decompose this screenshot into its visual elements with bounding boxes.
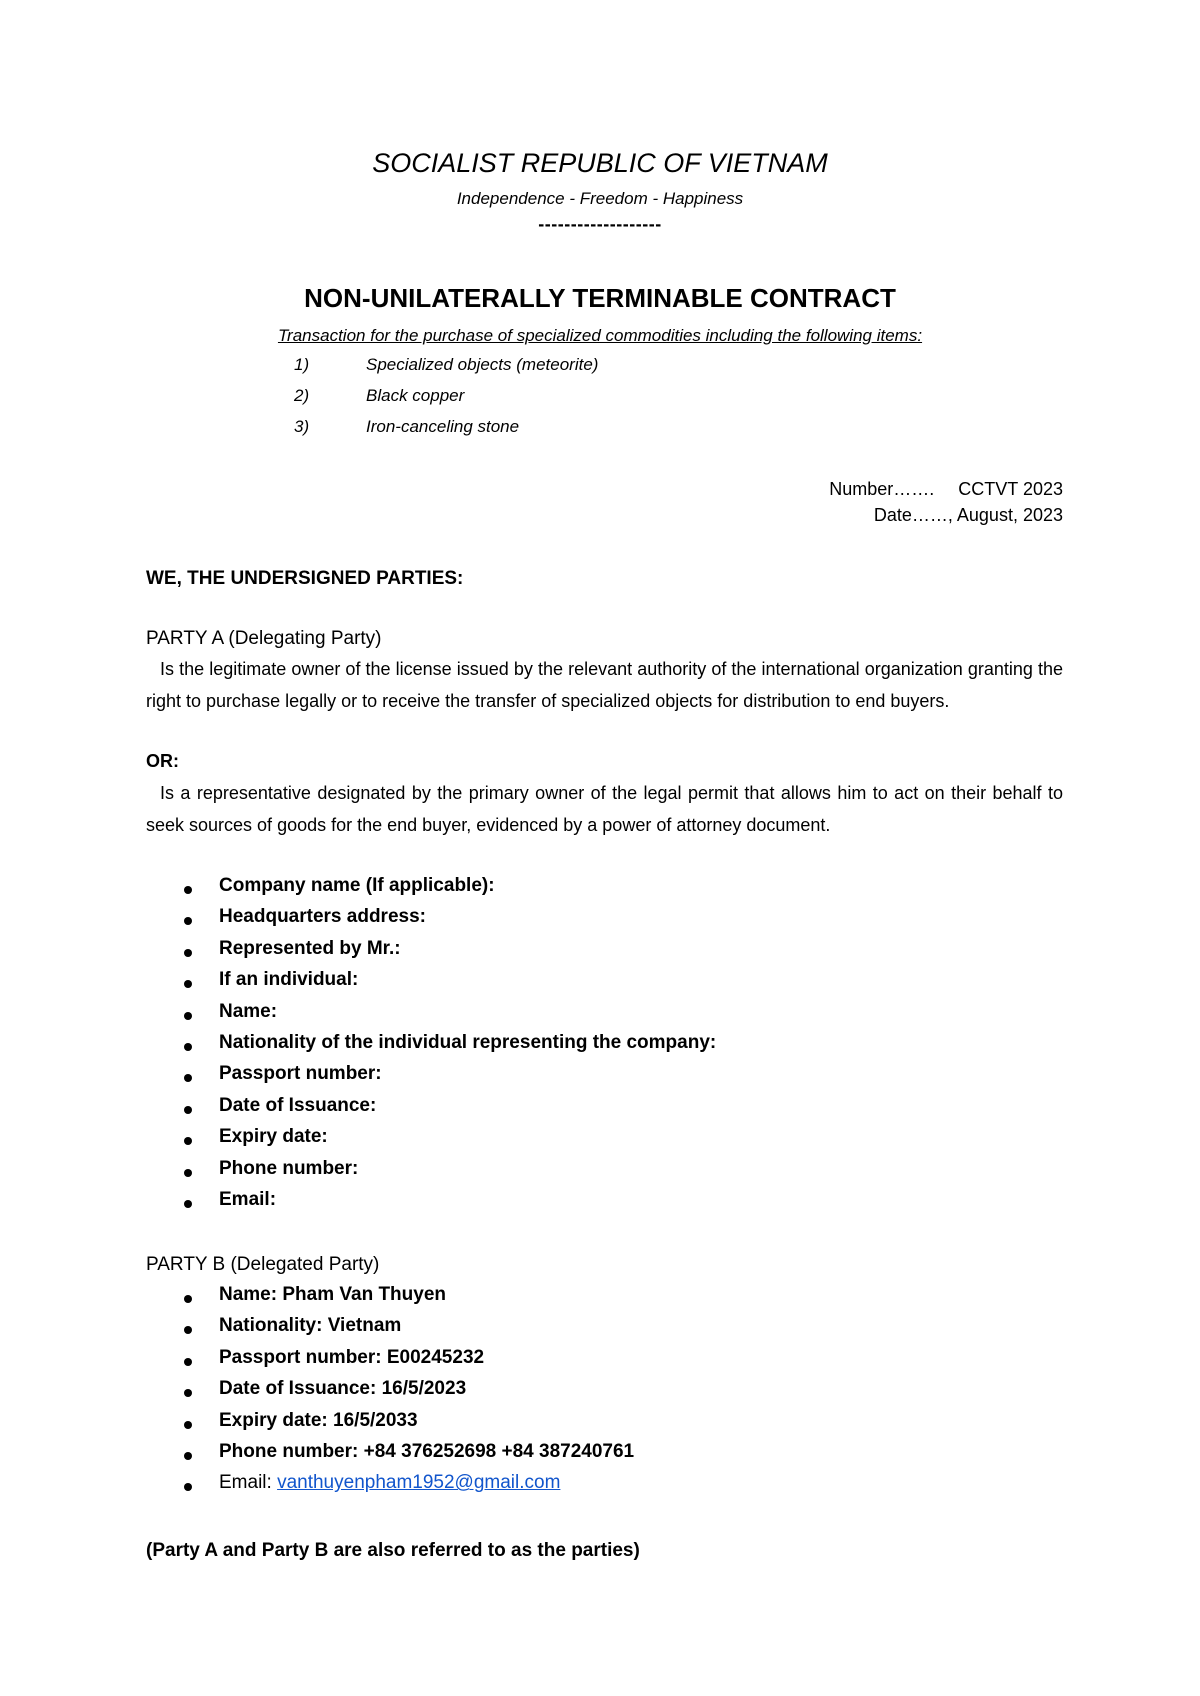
- email-link[interactable]: vanthuyenpham1952@gmail.com: [277, 1472, 561, 1494]
- bullet-icon: [184, 1326, 192, 1334]
- field-label: Expiry date: 16/5/2033: [219, 1409, 418, 1431]
- field-label: Phone number: +84 376252698 +84 387240761: [219, 1440, 635, 1462]
- field-label: Nationality: Vietnam: [219, 1315, 402, 1337]
- bullet-icon: [184, 949, 192, 957]
- bullet-icon: [184, 886, 192, 894]
- field-label: Passport number:: [219, 1063, 382, 1085]
- closing-note: (Party A and Party B are also referred to as the parties): [146, 1540, 640, 1561]
- commodity-text: Specialized objects (meteorite): [366, 355, 599, 374]
- list-item: [0, 1063, 1200, 1094]
- field-label: Name:: [219, 1000, 278, 1022]
- field-label: Company name (If applicable):: [219, 875, 495, 896]
- header-separator: -------------------: [538, 214, 662, 234]
- bullet-icon: [184, 1358, 192, 1366]
- contract-number: [600, 479, 1063, 500]
- party-b-fields: [0, 1284, 1200, 1504]
- list-item: [0, 969, 1200, 1000]
- bullet-icon: [184, 1389, 192, 1397]
- list-item: [0, 1284, 1200, 1315]
- list-item: [0, 1095, 1200, 1126]
- list-item: [0, 1441, 1200, 1472]
- contract-number-label: Number…….: [829, 479, 935, 499]
- field-label: Email:: [219, 1188, 277, 1210]
- country-motto: Independence - Freedom - Happiness: [456, 189, 744, 208]
- party-a-paragraph-2: Is a representative designated by the primary owner of the legal permit that allows him to act on their behalf to seek sources of goods for the end buyer, evidenced by a power of attorney document.: [146, 783, 1063, 835]
- field-label: If an individual:: [219, 969, 359, 991]
- field-label: Phone number:: [219, 1157, 359, 1179]
- list-item: [0, 875, 1200, 906]
- field-label: Represented by Mr.:: [219, 937, 401, 959]
- party-a-heading: PARTY A (Delegating Party): [146, 628, 382, 649]
- commodity-list: [0, 355, 1200, 448]
- party-a-fields: [0, 875, 1200, 1220]
- party-a-paragraph-1: Is the legitimate owner of the license issued by the relevant authority of the international organization granting the right to purchase legally or to receive the transfer of specialized objects for distribution to end buyers.: [146, 659, 1063, 711]
- bullet-icon: [184, 1483, 192, 1491]
- commodity-item: [0, 355, 1200, 386]
- list-item: [0, 1315, 1200, 1346]
- field-label: Date of Issuance: 16/5/2023: [219, 1378, 467, 1400]
- bullet-icon: [184, 1295, 192, 1303]
- list-item: [0, 1410, 1200, 1441]
- email-row: [219, 1472, 560, 1494]
- field-label: Name: Pham Van Thuyen: [219, 1284, 447, 1305]
- party-b-heading: PARTY B (Delegated Party): [146, 1254, 380, 1275]
- commodity-text: Iron-canceling stone: [366, 417, 520, 436]
- list-item: [0, 906, 1200, 937]
- commodity-text: Black copper: [366, 386, 465, 405]
- commodity-number: 3): [294, 417, 310, 436]
- list-item: [0, 1001, 1200, 1032]
- list-item: [0, 1189, 1200, 1220]
- contract-subtitle: Transaction for the purchase of specialized commodities including the following items:: [277, 326, 923, 345]
- bullet-icon: [184, 980, 192, 988]
- or-label: OR:: [146, 751, 179, 771]
- bullet-icon: [184, 1043, 192, 1051]
- list-item: [0, 938, 1200, 969]
- list-item: [0, 1378, 1200, 1409]
- bullet-icon: [184, 1200, 192, 1208]
- list-item: [0, 1472, 1200, 1503]
- field-label: Expiry date:: [219, 1126, 328, 1148]
- bullet-icon: [184, 1421, 192, 1429]
- contract-title: NON-UNILATERALLY TERMINABLE CONTRACT: [304, 283, 896, 313]
- list-item: [0, 1158, 1200, 1189]
- bullet-icon: [184, 917, 192, 925]
- parties-heading: WE, THE UNDERSIGNED PARTIES:: [146, 568, 464, 589]
- commodity-item: [0, 386, 1200, 417]
- commodity-number: 2): [294, 386, 310, 405]
- field-label: Headquarters address:: [219, 906, 426, 928]
- country-title: SOCIALIST REPUBLIC OF VIETNAM: [372, 148, 828, 178]
- field-label: Nationality of the individual representing the company:: [219, 1031, 717, 1053]
- email-label: Email:: [219, 1472, 278, 1494]
- bullet-icon: [184, 1106, 192, 1114]
- list-item: [0, 1347, 1200, 1378]
- contract-number-value: CCTVT 2023: [958, 479, 1063, 499]
- bullet-icon: [184, 1452, 192, 1460]
- bullet-icon: [184, 1074, 192, 1082]
- commodity-item: [0, 417, 1200, 448]
- bullet-icon: [184, 1169, 192, 1177]
- field-label: Passport number: E00245232: [219, 1346, 485, 1368]
- contract-date: Date……, August, 2023: [873, 505, 1063, 525]
- bullet-icon: [184, 1137, 192, 1145]
- list-item: [0, 1126, 1200, 1157]
- list-item: [0, 1032, 1200, 1063]
- commodity-number: 1): [294, 355, 310, 374]
- field-label: Date of Issuance:: [219, 1094, 377, 1116]
- bullet-icon: [184, 1012, 192, 1020]
